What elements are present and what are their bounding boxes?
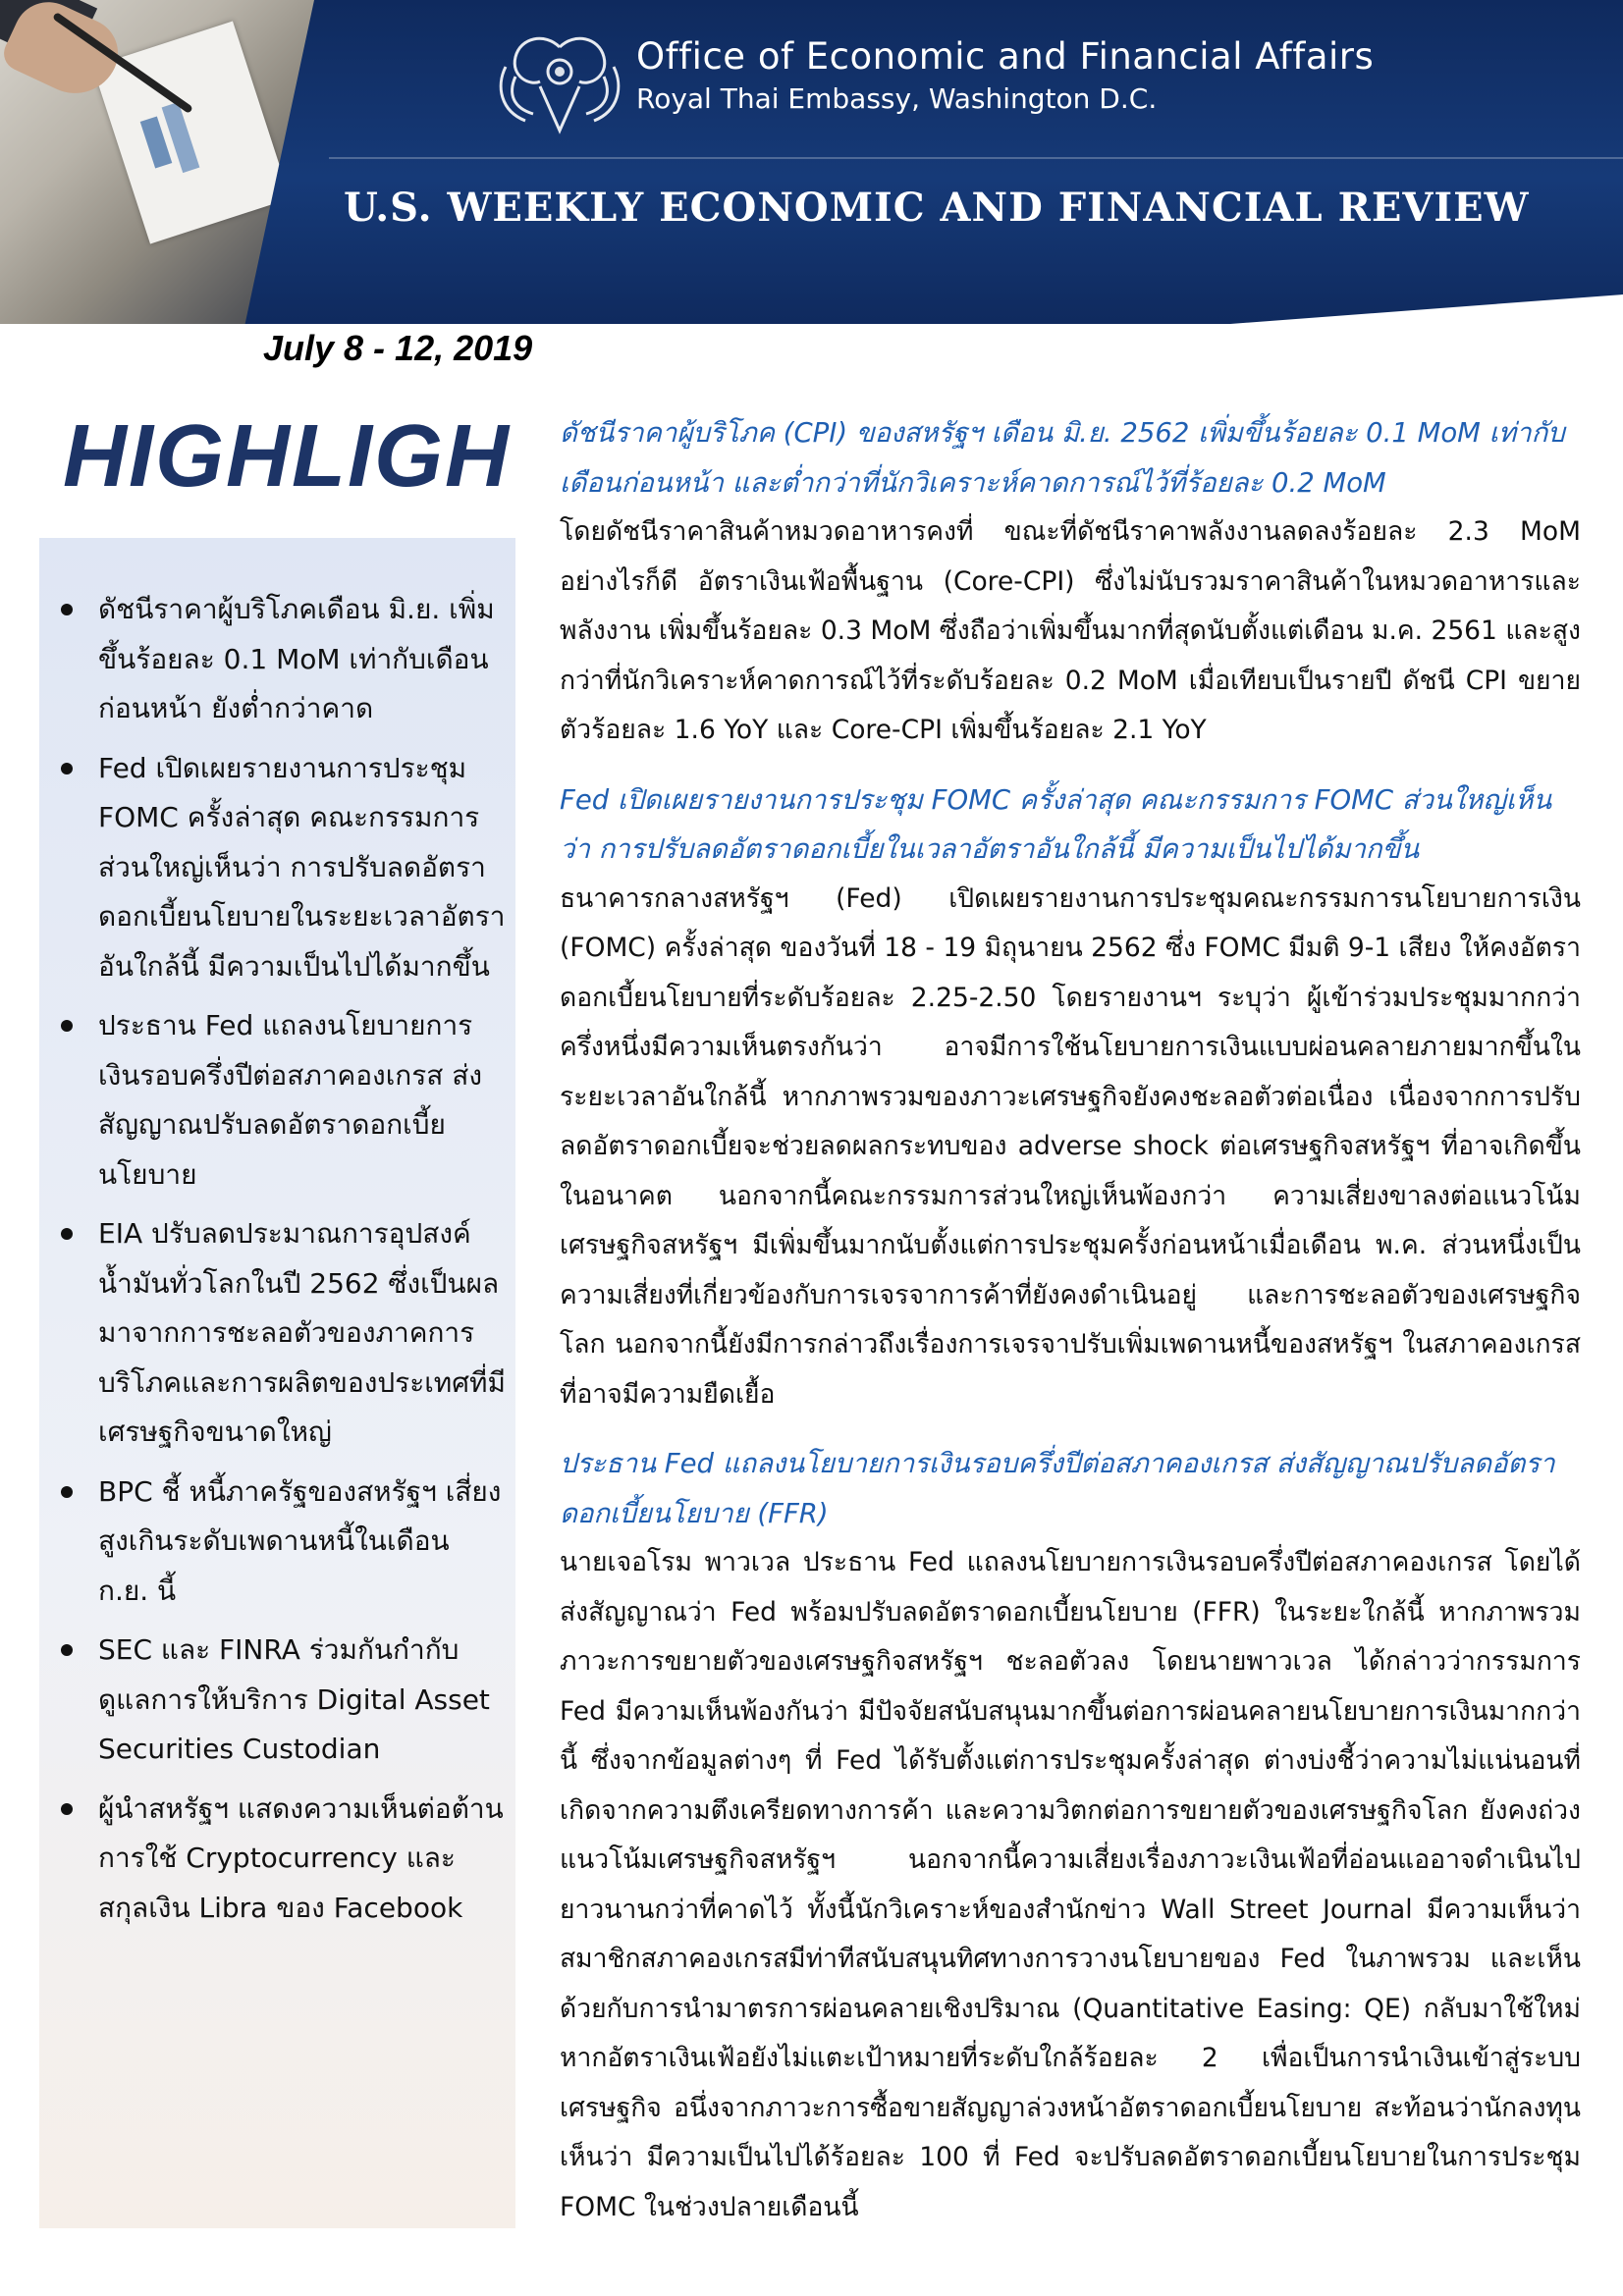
garuda-emblem-icon [486, 27, 633, 145]
list-item: SEC และ FINRA ร่วมกันกำกับดูแลการให้บริการ Digital Asset Securities Custodian [39, 1626, 515, 1775]
main-content [560, 408, 1581, 2252]
list-item: BPC ชี้ หนี้ภาครัฐของสหรัฐฯ เสี่ยงสูงเกินระดับเพดานหนี้ในเดือน ก.ย. นี้ [39, 1468, 515, 1617]
article-fomc [560, 775, 1581, 1420]
date-range: July 8 - 12, 2019 [263, 328, 533, 368]
header-photo [0, 0, 314, 324]
list-item: ผู้นำสหรัฐฯ แสดงความเห็นต่อต้านการใช้ Cryptocurrency และสกุลเงิน Libra ของ Facebook [39, 1785, 515, 1934]
highlights-list [39, 538, 515, 1933]
office-title: Office of Economic and Financial Affairs [636, 35, 1375, 78]
list-item: ประธาน Fed แถลงนโยบายการเงินรอบครึ่งปีต่อสภาคองเกรส ส่งสัญญาณปรับลดอัตราดอกเบี้ยนโยบาย [39, 1001, 515, 1200]
review-title: U.S. WEEKLY ECONOMIC AND FINANCIAL REVIEW [344, 185, 1530, 231]
header-banner [0, 0, 1623, 324]
article-body: นายเจอโรม พาวเวล ประธาน Fed แถลงนโยบายการเงินรอบครึ่งปีต่อสภาคองเกรส โดยได้ส่งสัญญาณว่า Fed พร้อมปรับลดอัตราดอกเบี้ยนโยบาย (FFR) ในระยะใกล้นี้ หากภาพรวมภาวะการขยายตัวของเศรษฐกิจสหรัฐฯ ชะลอตัวลง โดยนายพาวเวล ได้กล่าวว่ากรรมการ Fed มีความเห็นพ้องกันว่า มีปัจจัยสนับสนุนมากขึ้นต่อการผ่อนคลายนโยบายการเงินมากกว่านี้ ซึ่งจากข้อมูลต่างๆ ที่ Fed ได้รับตั้งแต่การประชุมครั้งล่าสุด ต่างบ่งชี้ว่าความไม่แน่นอนที่เกิดจากความตึงเครียดทางการค้า และความวิตกต่อการขยายตัวของเศรษฐกิจโลก ยังคงถ่วงแนวโน้มเศรษฐกิจสหรัฐฯ นอกจากนี้ความเสี่ยงเรื่องภาวะเงินเฟ้อที่อ่อนแออาจดำเนินไปยาวนานกว่าที่คาดไว้ ทั้งนี้นักวิเคราะห์ของสำนักข่าว Wall Street Journal มีความเห็นว่า สมาชิกสภาคองเกรสมีท่าทีสนับสนุนทิศทางการวางนโยบายของ Fed ในภาพรวม และเห็นด้วยกับการนำมาตรการผ่อนคลายเชิงปริมาณ (Quantitative Easing: QE) กลับมาใช้ใหม่ หากอัตราเงินเฟ้อยังไม่แตะเป้าหมายที่ระดับใกล้ร้อยละ 2 เพื่อเป็นการนำเงินเข้าสู่ระบบเศรษฐกิจ อนึ่งจากภาวะการซื้อขายสัญญาล่วงหน้าอัตราดอกเบี้ยนโยบาย สะท้อนว่านักลงทุนเห็นว่า มีความเป็นไปได้ร้อยละ 100 ที่ Fed จะปรับลดอัตราดอกเบี้ยนโยบายในการประชุม FOMC ในช่วงปลายเดือนนี้ [560, 1547, 1581, 2222]
article-heading: Fed เปิดเผยรายงานการประชุม FOMC ครั้งล่าสุด คณะกรรมการ FOMC ส่วนใหญ่เห็นว่า การปรับลดอัตราดอกเบี้ยในเวลาอัตราอันใกล้นี้ มีความเป็นไปได้มากขึ้น [560, 783, 1552, 865]
article-body: โดยดัชนีราคาสินค้าหมวดอาหารคงที่ ขณะที่ดัชนีราคาพลังงานลดลงร้อยละ 2.3 MoM อย่างไรก็ดี อัตราเงินเฟ้อพื้นฐาน (Core-CPI) ซึ่งไม่นับรวมราคาสินค้าในหมวดอาหารและพลังงาน เพิ่มขึ้นร้อยละ 0.3 MoM ซึ่งถือว่าเพิ่มขึ้นมากที่สุดนับตั้งแต่เดือน ม.ค. 2561 และสูงกว่าที่นักวิเคราะห์คาดการณ์ไว้ที่ระดับร้อยละ 0.2 MoM เมื่อเทียบเป็นรายปี ดัชนี CPI ขยายตัวร้อยละ 1.6 YoY และ Core-CPI เพิ่มขึ้นร้อยละ 2.1 YoY [560, 516, 1581, 745]
article-cpi [560, 408, 1581, 756]
article-body: ธนาคารกลางสหรัฐฯ (Fed) เปิดเผยรายงานการประชุมคณะกรรมการนโยบายการเงิน (FOMC) ครั้งล่าสุด ของวันที่ 18 - 19 มิถุนายน 2562 ซึ่ง FOMC มีมติ 9-1 เสียง ให้คงอัตราดอกเบี้ยนโยบายที่ระดับร้อยละ 2.25-2.50 โดยรายงานฯ ระบุว่า ผู้เข้าร่วมประชุมมากกว่าครึ่งหนึ่งมีความเห็นตรงกันว่า อาจมีการใช้นโยบายการเงินแบบผ่อนคลายภายมากขึ้นในระยะเวลาอันใกล้นี้ หากภาพรวมของภาวะเศรษฐกิจยังคงชะลอตัวต่อเนื่อง เนื่องจากการปรับลดอัตราดอกเบี้ยจะช่วยลดผลกระทบของ adverse shock ต่อเศรษฐกิจสหรัฐฯ ที่อาจเกิดขึ้นในอนาคต นอกจากนี้คณะกรรมการส่วนใหญ่เห็นพ้องกว่า ความเสี่ยงขาลงต่อแนวโน้มเศรษฐกิจสหรัฐฯ มีเพิ่มขึ้นมากนับตั้งแต่การประชุมครั้งก่อนหน้าเมื่อเดือน พ.ค. ส่วนหนึ่งเป็นความเสี่ยงที่เกี่ยวข้องกับการเจรจาการค้าที่ยังคงดำเนินอยู่ และการชะลอตัวของเศรษฐกิจโลก นอกจากนี้ยังมีการกล่าวถึงเรื่องการเจรจาปรับเพิ่มเพดานหนี้ของสหรัฐฯ ในสภาคองเกรสที่อาจมีความยืดเยื้อ [560, 882, 1581, 1410]
article-fed-testimony [560, 1439, 1581, 2232]
list-item: EIA ปรับลดประมาณการอุปสงค์น้ำมันทั่วโลกในปี 2562 ซึ่งเป็นผลมาจากการชะลอตัวของภาคการบริโภคและการผลิตของประเทศที่มีเศรษฐกิจขนาดใหญ่ [39, 1209, 515, 1458]
highlight-title: HIGHLIGH [63, 407, 511, 506]
article-heading: ประธาน Fed แถลงนโยบายการเงินรอบครึ่งปีต่อสภาคองเกรส ส่งสัญญาณปรับลดอัตราดอกเบี้ยนโยบาย (FFR) [560, 1448, 1555, 1529]
header-divider [329, 157, 1623, 159]
list-item: ดัชนีราคาผู้บริโภคเดือน มิ.ย. เพิ่มขึ้นร้อยละ 0.1 MoM เท่ากับเดือนก่อนหน้า ยังต่ำกว่าคาด [39, 585, 515, 734]
article-heading: ดัชนีราคาผู้บริโภค (CPI) ของสหรัฐฯ เดือน มิ.ย. 2562 เพิ่มขึ้นร้อยละ 0.1 MoM เท่ากับเดือนก่อนหน้า และต่ำกว่าที่นักวิเคราะห์คาดการณ์ไว้ที่ร้อยละ 0.2 MoM [560, 417, 1565, 499]
highlights-sidebar [39, 538, 515, 2228]
list-item: Fed เปิดเผยรายงานการประชุม FOMC ครั้งล่าสุด คณะกรรมการส่วนใหญ่เห็นว่า การปรับลดอัตราดอกเบี้ยนโยบายในระยะเวลาอัตราอันใกล้นี้ มีความเป็นไปได้มากขึ้น [39, 744, 515, 992]
embassy-subtitle: Royal Thai Embassy, Washington D.C. [636, 82, 1158, 115]
